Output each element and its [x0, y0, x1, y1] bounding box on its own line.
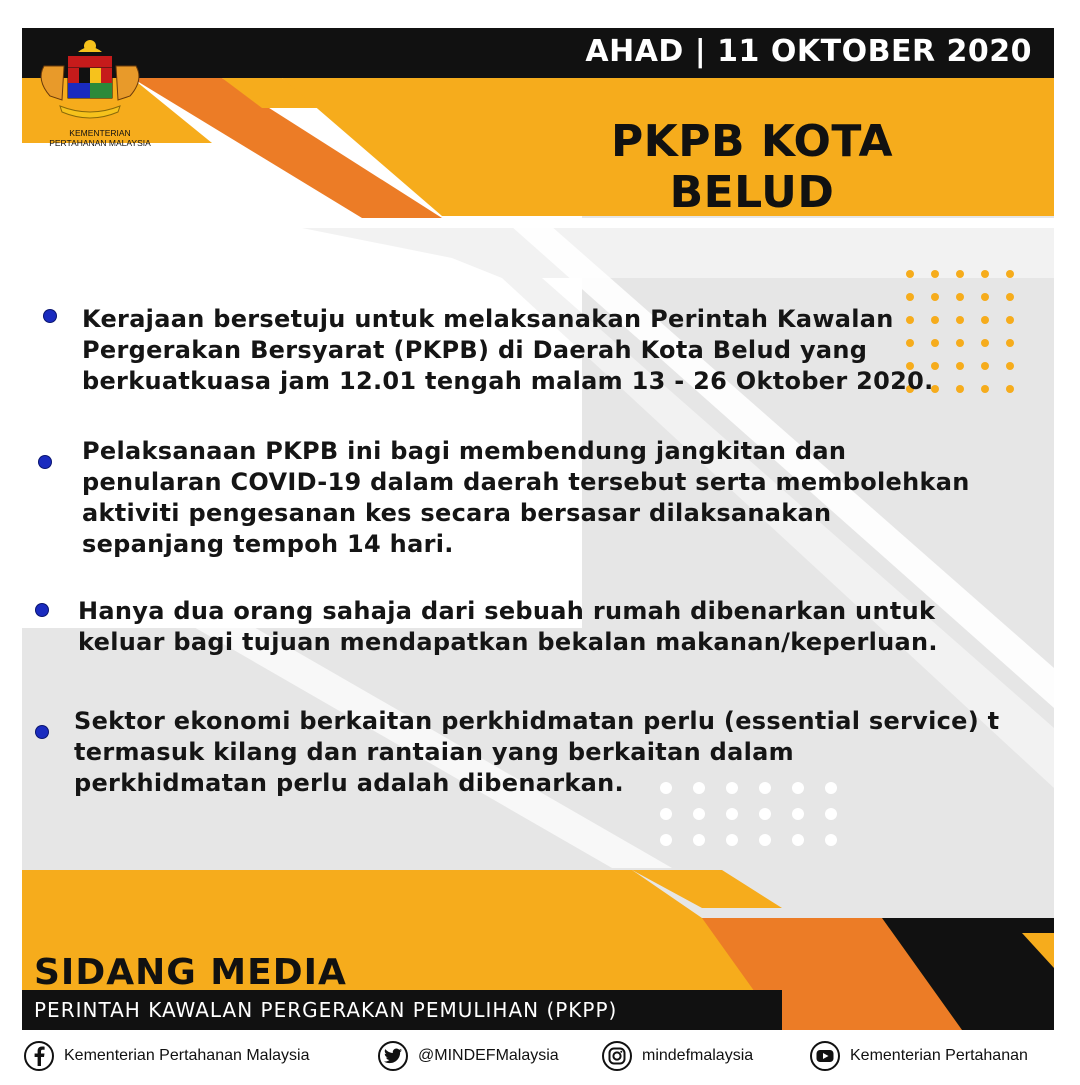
logo-caption-line2: PERTAHANAN MALAYSIA: [49, 138, 151, 148]
decorative-dot: [1006, 293, 1014, 301]
point-2: [82, 436, 970, 560]
footer-subheading: PERINTAH KAWALAN PERGERAKAN PEMULIHAN (PKPP): [34, 998, 618, 1022]
decorative-dot: [956, 339, 964, 347]
point-2-line-1: Pelaksanaan PKPB ini bagi membendung jangkitan dan: [82, 437, 847, 465]
decorative-dot: [981, 270, 989, 278]
decorative-dot: [726, 808, 738, 820]
decorative-dot: [956, 385, 964, 393]
point-3: [78, 596, 938, 658]
point-3-line-1: Hanya dua orang sahaja dari sebuah rumah dibenarkan untuk: [78, 597, 936, 625]
instagram-icon: [602, 1041, 632, 1071]
decorative-dot: [981, 293, 989, 301]
decorative-dot: [981, 316, 989, 324]
social-youtube-label: Kementerian Pertahanan: [850, 1047, 1028, 1064]
point-4-line-2: termasuk kilang dan rantaian yang berkaitan dalam: [74, 738, 794, 766]
twitter-icon: [378, 1041, 408, 1071]
social-twitter[interactable]: [378, 1038, 559, 1074]
decorative-dot: [1006, 270, 1014, 278]
social-bar: [0, 1038, 1080, 1078]
poster: [22, 28, 1054, 1030]
decorative-dot: [792, 808, 804, 820]
ministry-logo: [30, 36, 150, 146]
point-1: [82, 304, 934, 397]
decorative-dot: [825, 834, 837, 846]
point-1-line-1: Kerajaan bersetuju untuk melaksanakan Perintah Kawalan: [82, 305, 894, 333]
decorative-dot: [1006, 362, 1014, 370]
point-1-line-3: berkuatkuasa jam 12.01 tengah malam 13 - 26 Oktober 2020.: [82, 367, 934, 395]
social-facebook-label: Kementerian Pertahanan Malaysia: [64, 1047, 310, 1064]
point-4-line-1: Sektor ekonomi berkaitan perkhidmatan perlu (essential service) t: [74, 707, 1000, 735]
decorative-dot: [906, 270, 914, 278]
decorative-dot: [693, 808, 705, 820]
date-label: AHAD | 11 OKTOBER 2020: [585, 34, 1032, 69]
decorative-dot: [956, 316, 964, 324]
social-twitter-label: @MINDEFMalaysia: [418, 1047, 559, 1064]
decorative-dot: [956, 270, 964, 278]
decorative-dot: [1006, 385, 1014, 393]
decorative-dot: [825, 808, 837, 820]
decorative-dot: [931, 270, 939, 278]
point-2-line-3: aktiviti pengesanan kes secara bersasar dilaksanakan: [82, 499, 832, 527]
page-title: PKPB KOTA BELUD: [610, 116, 894, 218]
decorative-dot: [759, 834, 771, 846]
bullet-point-1: [44, 310, 56, 322]
social-facebook[interactable]: [24, 1038, 309, 1074]
logo-caption-line1: KEMENTERIAN: [69, 128, 131, 138]
decorative-dot: [726, 834, 738, 846]
logo-caption: [30, 128, 170, 148]
decorative-dot: [931, 293, 939, 301]
facebook-icon: [24, 1041, 54, 1071]
bullet-point-4: [36, 726, 48, 738]
footer-heading: SIDANG MEDIA: [34, 952, 347, 993]
coat-of-arms-icon: [30, 36, 150, 126]
decorative-dot: [981, 362, 989, 370]
decorative-dot: [956, 362, 964, 370]
point-2-line-4: sepanjang tempoh 14 hari.: [82, 530, 454, 558]
decorative-dot: [1006, 339, 1014, 347]
social-youtube[interactable]: [810, 1038, 1028, 1074]
point-3-line-2: keluar bagi tujuan mendapatkan bekalan makanan/keperluan.: [78, 628, 938, 656]
decorative-dot: [792, 834, 804, 846]
decorative-dot: [981, 339, 989, 347]
bullet-point-3: [36, 604, 48, 616]
decorative-dot: [759, 808, 771, 820]
point-4: [74, 706, 999, 799]
decorative-dot: [956, 293, 964, 301]
decorative-dot: [660, 808, 672, 820]
social-instagram-label: mindefmalaysia: [642, 1047, 754, 1064]
social-instagram[interactable]: [602, 1038, 753, 1074]
point-2-line-2: penularan COVID-19 dalam daerah tersebut serta membolehkan: [82, 468, 970, 496]
decorative-dot: [981, 385, 989, 393]
point-1-line-2: Pergerakan Bersyarat (PKPB) di Daerah Kota Belud yang: [82, 336, 868, 364]
bullet-point-2: [39, 456, 51, 468]
decorative-dot: [660, 834, 672, 846]
youtube-icon: [810, 1041, 840, 1071]
point-4-line-3: perkhidmatan perlu adalah dibenarkan.: [74, 769, 624, 797]
decorative-dot: [1006, 316, 1014, 324]
decorative-dot: [693, 834, 705, 846]
decorative-dot: [906, 293, 914, 301]
